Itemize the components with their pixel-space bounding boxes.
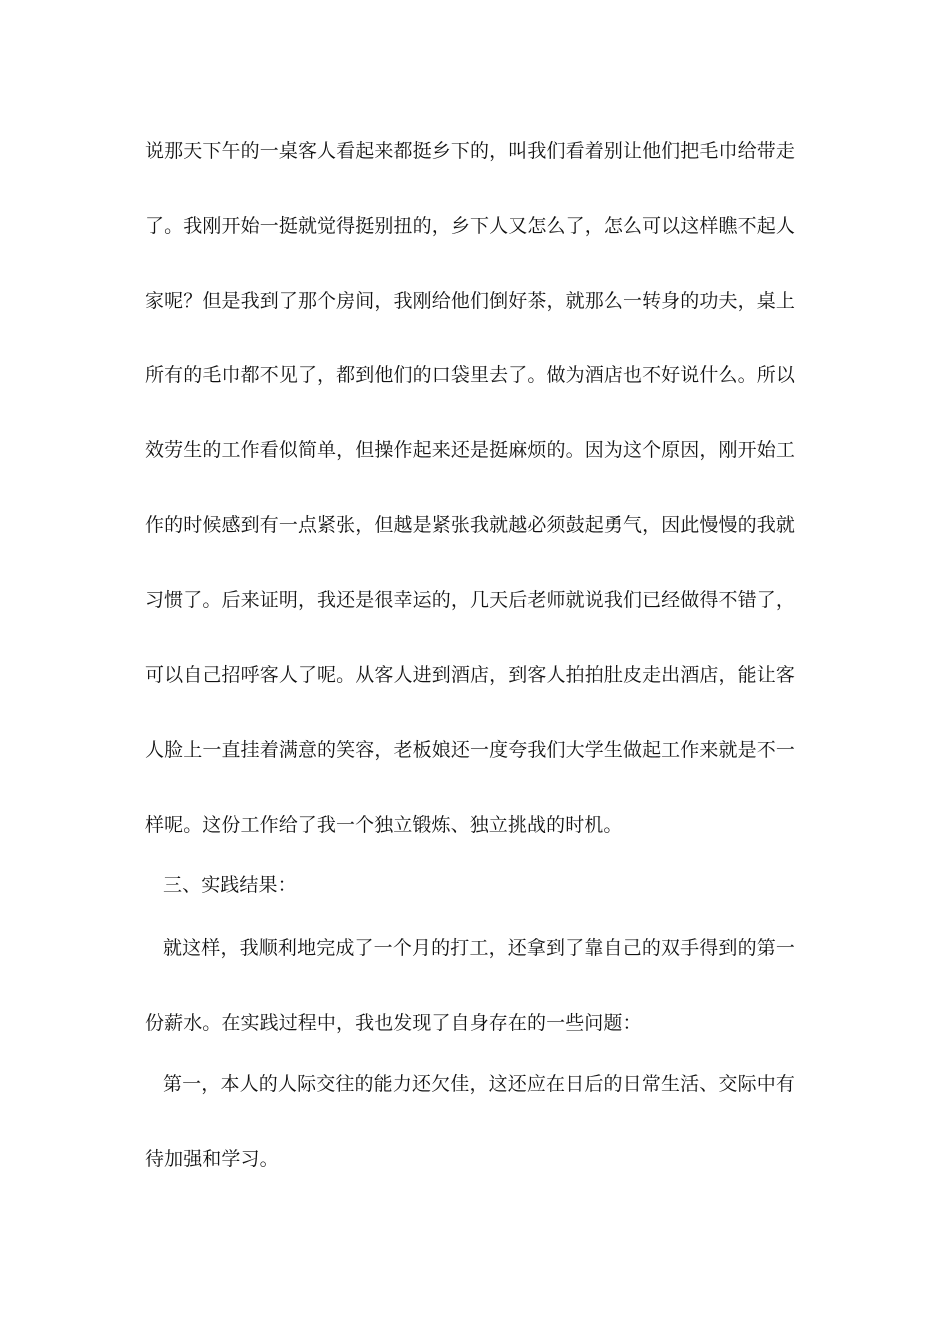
paragraph-line: 家呢？但是我到了那个房间，我刚给他们倒好茶，就那么一转身的功夫，桌上: [145, 290, 795, 312]
section-heading: 三、实践结果：: [163, 874, 297, 896]
paragraph-line: 习惯了。后来证明，我还是很幸运的，几天后老师就说我们已经做得不错了，: [145, 589, 795, 611]
paragraph-line: 说那天下午的一桌客人看起来都挺乡下的，叫我们看着别让他们把毛巾给带走: [145, 140, 795, 162]
paragraph-line: 作的时候感到有一点紧张，但越是紧张我就越必须鼓起勇气，因此慢慢的我就: [145, 514, 795, 536]
paragraph-line: 了。我刚开始一挺就觉得挺别扭的，乡下人又怎么了，怎么可以这样瞧不起人: [145, 215, 795, 237]
paragraph-line: 第一，本人的人际交往的能力还欠佳，这还应在日后的日常生活、交际中有: [163, 1073, 795, 1095]
paragraph-line: 人脸上一直挂着满意的笑容，老板娘还一度夸我们大学生做起工作来就是不一: [145, 739, 795, 761]
paragraph-line: 可以自己招呼客人了呢。从客人进到酒店，到客人拍拍肚皮走出酒店，能让客: [145, 664, 795, 686]
paragraph-line: 待加强和学习。: [145, 1148, 279, 1170]
paragraph-line: 样呢。这份工作给了我一个独立锻炼、独立挑战的时机。: [145, 814, 623, 836]
paragraph-line: 所有的毛巾都不见了，都到他们的口袋里去了。做为酒店也不好说什么。所以: [145, 364, 795, 386]
paragraph-line: 效劳生的工作看似简单，但操作起来还是挺麻烦的。因为这个原因，刚开始工: [145, 439, 795, 461]
paragraph-line: 就这样，我顺利地完成了一个月的打工，还拿到了靠自己的双手得到的第一: [163, 937, 795, 959]
paragraph-line: 份薪水。在实践过程中，我也发现了自身存在的一些问题：: [145, 1012, 642, 1034]
